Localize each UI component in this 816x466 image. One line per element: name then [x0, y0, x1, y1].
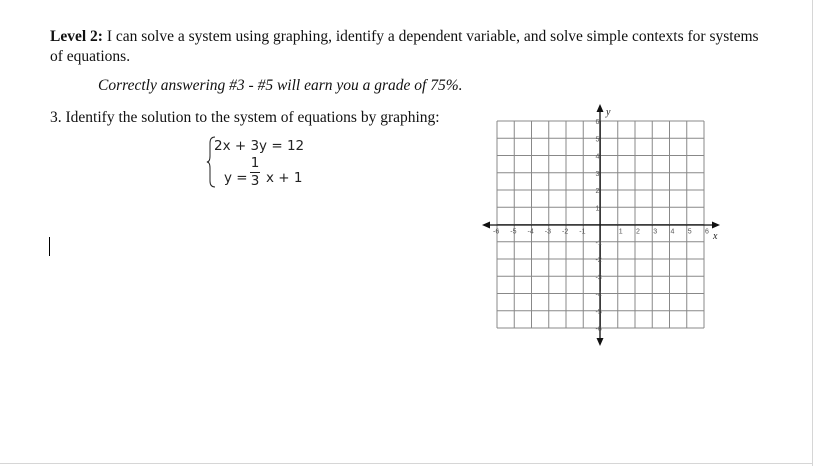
y-tick-label: -4 — [595, 291, 602, 299]
x-tick-label: 4 — [670, 228, 675, 236]
y-tick-label: 5 — [595, 136, 600, 144]
x-tick-label: -3 — [544, 228, 551, 236]
x-tick-label: -5 — [510, 228, 517, 236]
x-tick-label: 1 — [618, 228, 623, 236]
level-label: Level 2: — [50, 28, 103, 45]
y-axis-up-arrow-icon — [597, 104, 604, 112]
x-tick-label: 5 — [687, 228, 692, 236]
x-tick-label: -2 — [562, 228, 569, 236]
y-tick-label: -5 — [595, 308, 602, 316]
y-tick-label: -6 — [595, 326, 602, 333]
learning-objective — [50, 27, 770, 67]
objective-text: I can solve a system using graphing, identify a dependent variable, and solve simple contexts for systems of equations. — [50, 28, 759, 65]
y-tick-label: 2 — [595, 188, 600, 195]
x-tick-label: -1 — [579, 228, 586, 236]
x-axis-right-arrow-icon — [712, 222, 720, 229]
y-tick-label: -2 — [595, 257, 602, 264]
x-axis-label: x — [713, 231, 718, 242]
page-edge-bottom — [0, 463, 812, 464]
x-tick-label: 6 — [705, 228, 709, 236]
grade-note: Correctly answering #3 - #5 will earn you a grade of 75%. — [98, 77, 463, 94]
y-tick-label: 6 — [595, 119, 600, 126]
x-tick-label: 3 — [653, 228, 658, 236]
equation-1: 2x + 3y = 12 — [214, 138, 305, 154]
y-tick-label: 1 — [595, 205, 600, 213]
equation-2-lhs: y = — [224, 170, 248, 186]
page-edge-right — [812, 0, 813, 466]
x-tick-label: 2 — [636, 228, 640, 236]
text-cursor — [49, 237, 50, 256]
x-tick-label: -6 — [493, 228, 500, 236]
coordinate-grid[interactable] — [478, 100, 738, 350]
y-tick-label: 3 — [595, 170, 600, 178]
y-tick-label: 4 — [595, 153, 600, 161]
y-axis-down-arrow-icon — [597, 338, 604, 346]
fraction-one-third — [250, 156, 260, 188]
x-axis-left-arrow-icon — [482, 222, 490, 229]
equation-2-rhs: x + 1 — [266, 170, 303, 186]
fraction-numerator: 1 — [250, 155, 260, 171]
fraction-denominator: 3 — [250, 173, 260, 189]
y-tick-label: -1 — [595, 239, 602, 247]
x-tick-label: -4 — [527, 228, 534, 236]
y-axis-label: y — [606, 107, 611, 118]
equation-system — [206, 136, 336, 200]
y-tick-label: -3 — [595, 274, 602, 282]
problem-3-prompt: 3. Identify the solution to the system of equations by graphing: — [50, 109, 440, 126]
